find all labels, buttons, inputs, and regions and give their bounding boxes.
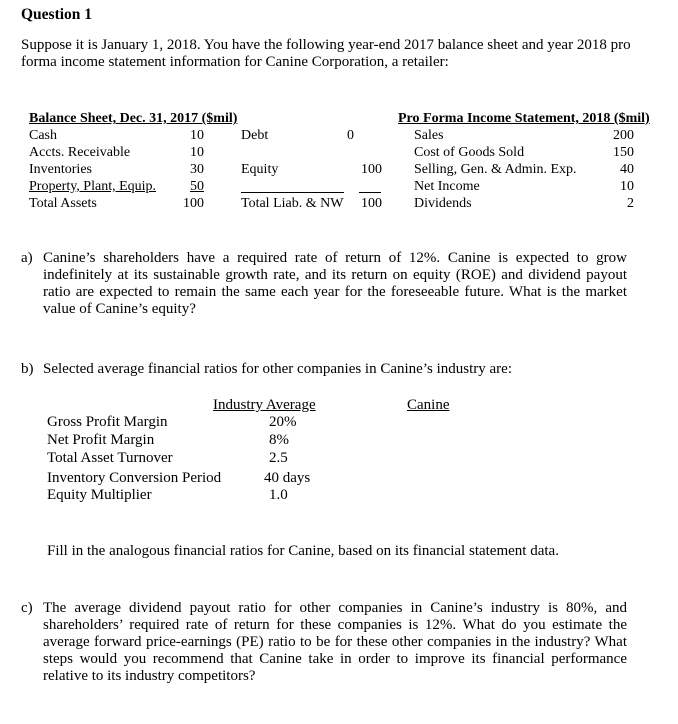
part-b-label: b) [21, 361, 34, 377]
col-header-industry: Industry Average [213, 397, 316, 413]
ratio-industry-value: 8% [269, 432, 289, 448]
bs-liab-label: Total Liab. & NW [241, 196, 344, 211]
part-b-text: Selected average financial ratios for other companies in Canine’s industry are: [43, 361, 512, 377]
balance-sheet-title: Balance Sheet, Dec. 31, 2017 ($mil) [29, 111, 238, 126]
bs-row-label: Accts. Receivable [29, 145, 131, 160]
bs-row-value: 10 [190, 128, 204, 143]
is-row-value: 2 [627, 196, 634, 211]
ratio-label: Equity Multiplier [47, 487, 152, 503]
part-a-label: a) [21, 250, 33, 266]
is-row-label: Selling, Gen. & Admin. Exp. [414, 162, 577, 177]
part-a-text: Canine’s shareholders have a required rate of return of 12%. Canine is expected to grow indefinitely at its sustainable growth rate, and its return on equity (ROE) and dividend payout ratio are expected to remain the same each year for the foreseeable future. What is the market value of Canine’s equity? [43, 250, 627, 317]
is-row-value: 150 [613, 145, 634, 160]
bs-liab-value: 100 [361, 162, 382, 177]
ratio-label: Net Profit Margin [47, 432, 155, 448]
ratio-label: Inventory Conversion Period [47, 470, 222, 486]
bs-liab-value: 100 [361, 196, 382, 211]
bs-row-value: 50 [190, 179, 204, 194]
bs-row-label: Inventories [29, 162, 92, 177]
part-c-text: The average dividend payout ratio for other companies in Canine’s industry is 80%, and shareholders’ required rate of return for these companies is 12%. What do you estimate the average forward price-earnings (PE) ratio to be for these other companies in the industry? What steps would you recommend that Canine take in order to improve its financial performance relative to its industry competitors? [43, 600, 627, 684]
bs-rule [359, 192, 381, 193]
part-c-label: c) [21, 600, 33, 616]
is-row-value: 200 [613, 128, 634, 143]
ratio-industry-value: 40 days [264, 470, 311, 486]
bs-row-label: Property, Plant, Equip. [29, 179, 157, 194]
ratio-industry-value: 2.5 [269, 450, 288, 466]
ratio-label: Gross Profit Margin [47, 414, 168, 430]
bs-row-value: 10 [190, 145, 204, 160]
is-row-value: 40 [620, 162, 634, 177]
bs-row-value: 30 [190, 162, 204, 177]
bs-row-label: Cash [29, 128, 57, 143]
ratio-industry-value: 20% [269, 414, 297, 430]
is-row-label: Dividends [414, 196, 472, 211]
income-statement-title: Pro Forma Income Statement, 2018 ($mil) [398, 111, 650, 126]
fill-in-instruction: Fill in the analogous financial ratios for Canine, based on its financial statement data. [47, 543, 559, 559]
part-c [21, 600, 627, 685]
question-title: Question 1 [21, 6, 93, 23]
bs-liab-label: Equity [241, 162, 279, 177]
intro-paragraph: Suppose it is January 1, 2018. You have the following year-end 2017 balance sheet and year 2018 pro forma income statement information for Canine Corporation, a retailer: [21, 37, 631, 70]
ratio-industry-value: 1.0 [269, 487, 288, 503]
bs-row-value: 100 [183, 196, 204, 211]
part-b [21, 361, 627, 378]
part-a [21, 250, 627, 318]
bs-liab-label: Debt [241, 128, 269, 143]
bs-row-label: Total Assets [29, 196, 97, 211]
is-row-value: 10 [620, 179, 634, 194]
bs-liab-value: 0 [347, 128, 354, 143]
is-row-label: Net Income [414, 179, 480, 194]
is-row-label: Cost of Goods Sold [414, 145, 525, 160]
bs-rule [241, 192, 344, 193]
ratio-label: Total Asset Turnover [47, 450, 173, 466]
col-header-canine: Canine [407, 397, 450, 413]
is-row-label: Sales [414, 128, 444, 143]
